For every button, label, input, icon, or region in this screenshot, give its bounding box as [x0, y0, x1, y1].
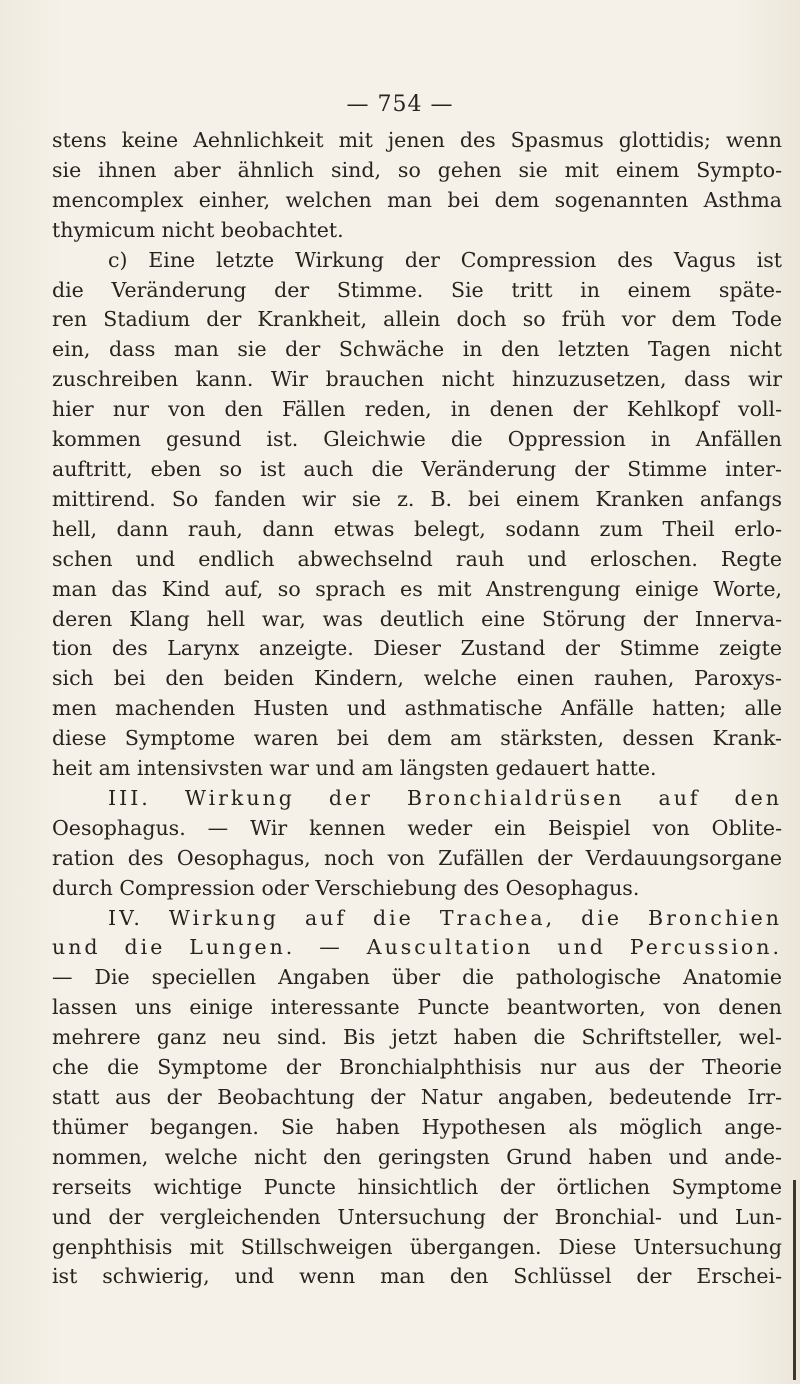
text-line: auftritt, eben so ist auch die Veränderung der Stimme inter- [52, 456, 782, 481]
text-line: statt aus der Beobachtung der Natur angaben, bedeutende Irr- [52, 1085, 782, 1109]
text-line: mittirend. So fanden wir sie z. B. bei einem Kranken anfangs [52, 486, 782, 511]
text-line: men machenden Husten und asthmatische Anfälle hatten; alle [52, 696, 782, 721]
text-line: deren Klang hell war, was deutlich eine Störung der Innerva- [52, 606, 782, 631]
text-line: che die Symptome der Bronchialphthisis nur aus der Theorie [52, 1055, 782, 1080]
text-line: thümer begangen. Sie haben Hypothesen als möglich ange- [52, 1114, 782, 1139]
text-line: mencomplex einher, welchen man bei dem sogenannten Asthma [52, 187, 782, 212]
text-line: ist schwierig, und wenn man den Schlüssel der Erschei- [52, 1264, 782, 1289]
text-line: nommen, welche nicht den geringsten Grund haben und ande- [52, 1144, 782, 1169]
text-line: die Veränderung der Stimme. Sie tritt in einem späte- [52, 277, 782, 302]
text-line: ren Stadium der Krankheit, allein doch so früh vor dem Tode [52, 307, 782, 332]
text-line: genphthisis mit Stillschweigen übergangen. Diese Untersuchung [52, 1234, 782, 1259]
page-number: — 754 — [346, 92, 454, 117]
text-line: sich bei den beiden Kindern, welche einen rauhen, Paroxys- [52, 666, 782, 691]
text-line: stens keine Aehnlichkeit mit jenen des Spasmus glottidis; wenn [52, 128, 782, 152]
text-line: hier nur von den Fällen reden, in denen der Kehlkopf voll- [52, 397, 782, 422]
text-line: hell, dann rauh, dann etwas belegt, sodann zum Theil erlo- [52, 516, 782, 541]
text-line: schen und endlich abwechselnd rauh und erloschen. Regte [52, 546, 782, 571]
text-line: tion des Larynx anzeigte. Dieser Zustand der Stimme zeigte [52, 636, 782, 661]
text-line: mehrere ganz neu sind. Bis jetzt haben die Schriftsteller, wel- [52, 1025, 782, 1050]
text-line: ration des Oesophagus, noch von Zufällen der Verdauungsorgane [52, 845, 782, 870]
section-heading-line: III. Wirkung der Bronchialdrüsen auf den [108, 785, 782, 810]
body-text [52, 126, 782, 1292]
text-line: sie ihnen aber ähnlich sind, so gehen sie mit einem Sympto- [52, 157, 782, 182]
text-line: thymicum nicht beobachtet. [52, 217, 344, 242]
text-line: — Die speciellen Angaben über die pathologische Anatomie [52, 965, 782, 990]
text-line: Oesophagus. — Wir kennen weder ein Beispiel von Oblite- [52, 815, 782, 840]
text-line: zuschreiben kann. Wir brauchen nicht hinzuzusetzen, dass wir [52, 367, 782, 392]
text-line: kommen gesund ist. Gleichwie die Oppression in Anfällen [52, 427, 782, 452]
section-heading-line: IV. Wirkung auf die Trachea, die Bronchien [108, 905, 782, 930]
text-line: lassen uns einige interessante Puncte beantworten, von denen [52, 995, 782, 1020]
text-line: diese Symptome waren bei dem am stärksten, dessen Krank- [52, 726, 782, 751]
text-line: rerseits wichtige Puncte hinsichtlich der örtlichen Symptome [52, 1174, 782, 1199]
text-line: heit am intensivsten war und am längsten gedauert hatte. [52, 756, 657, 781]
text-line: und der vergleichenden Untersuchung der Bronchial- und Lun- [52, 1204, 782, 1229]
text-line: ein, dass man sie der Schwäche in den letzten Tagen nicht [52, 337, 782, 362]
section-heading-line: und die Lungen. — Auscultation und Percussion. [52, 935, 782, 960]
page-edge-shadow [793, 1180, 796, 1380]
text-line: durch Compression oder Verschiebung des Oesophagus. [52, 875, 640, 900]
text-line: c) Eine letzte Wirkung der Compression des Vagus ist [108, 247, 782, 272]
text-line: man das Kind auf, so sprach es mit Anstrengung einige Worte, [52, 576, 782, 601]
